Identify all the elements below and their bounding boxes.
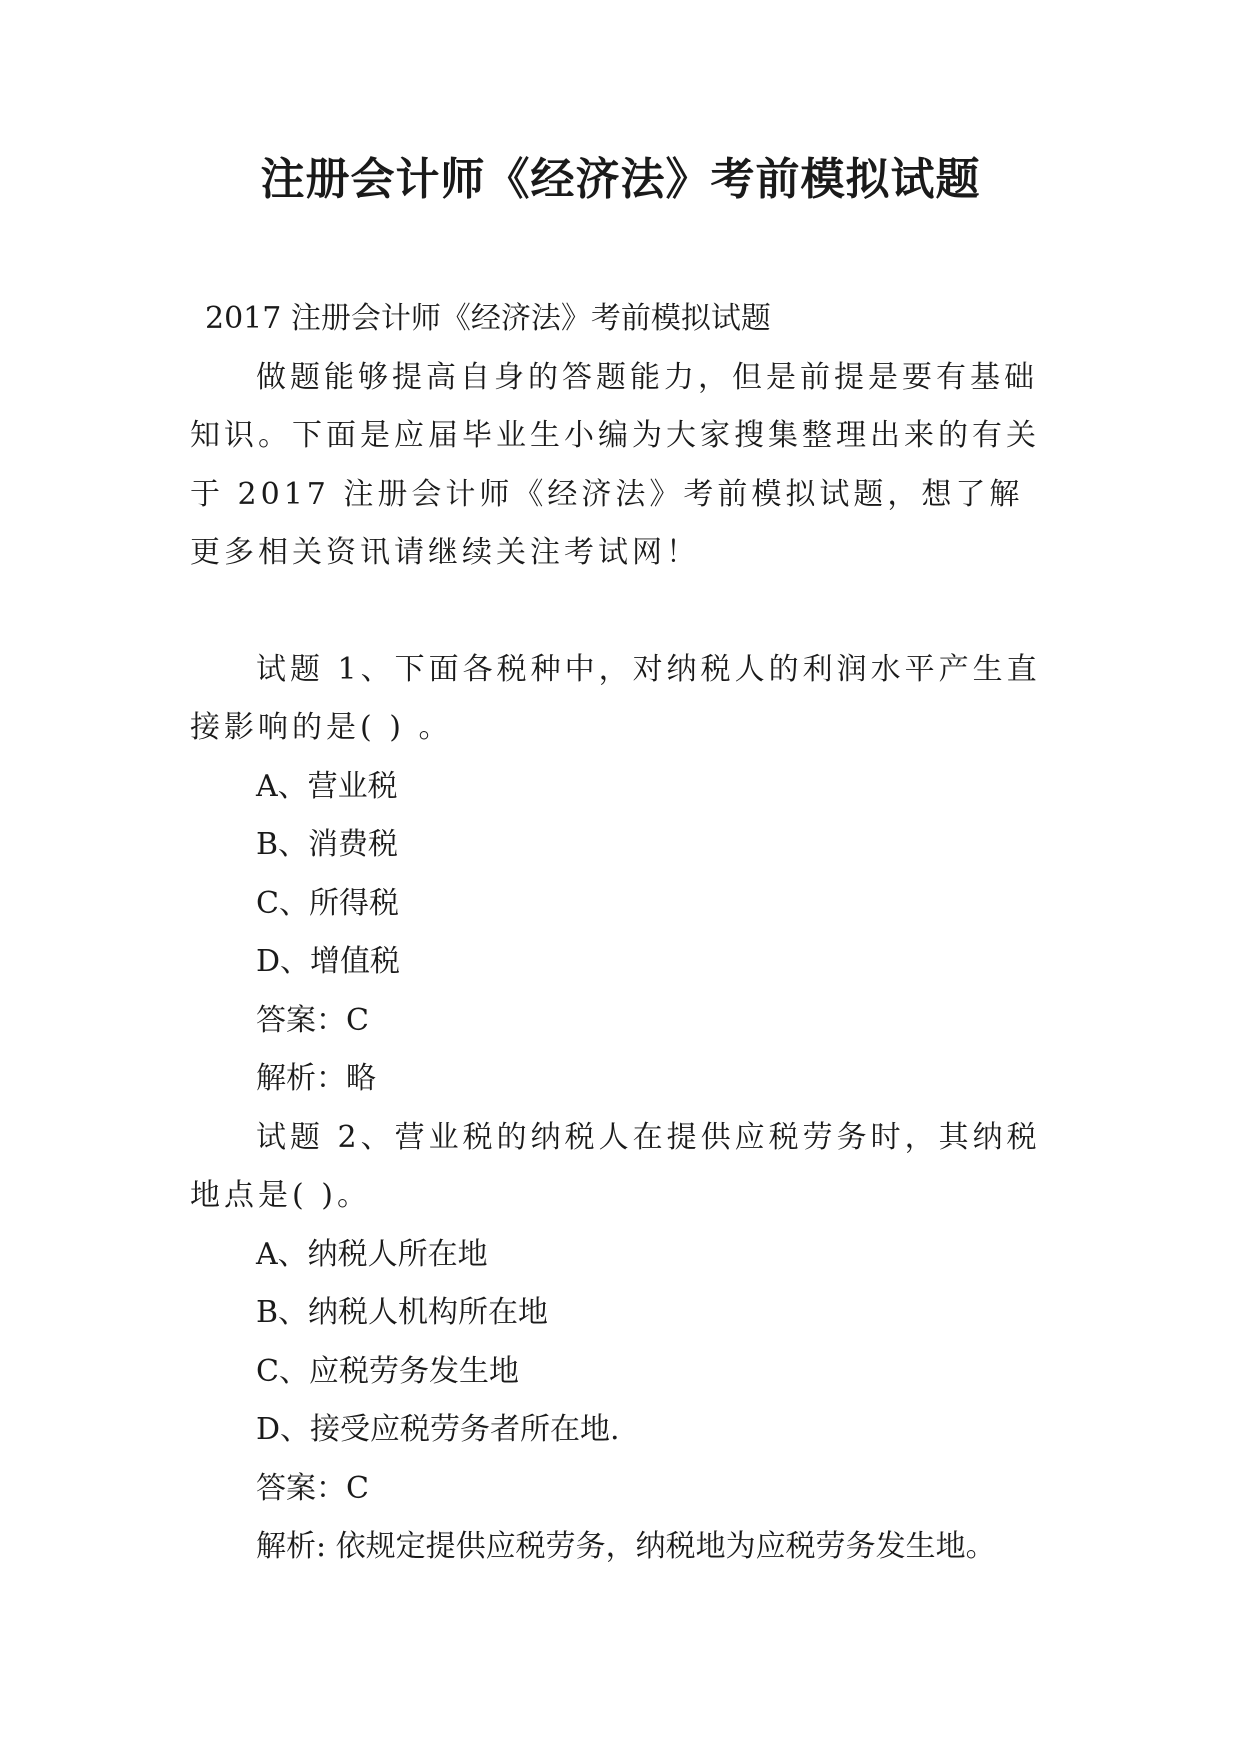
analysis: 解析：略 [256,1061,376,1096]
option-c: C、应税劳务发生地 [256,1353,519,1389]
question-stem: 试题 2、营业税的纳税人在提供应税劳务时，其纳税地点是( )。 [190,1119,1041,1213]
question-1 [190,641,1050,1109]
option-a: A、营业税 [256,768,398,804]
paragraph-spacer [190,583,1050,641]
answer: 答案：C [256,1470,369,1506]
subtitle: 2017 注册会计师《经济法》考前模拟试题 [205,301,771,336]
option-b: B、消费税 [256,827,399,862]
option-c: C、所得税 [256,885,399,921]
option-d: D、增值税 [256,944,401,979]
question-stem: 试题 1、下面各税种中，对纳税人的利润水平产生直接影响的是( ) 。 [190,651,1041,745]
analysis: 解析: 依规定提供应税劳务，纳税地为应税劳务发生地。 [256,1529,996,1564]
option-d: D、接受应税劳务者所在地. [256,1412,620,1447]
document-body [190,290,1050,1577]
intro-paragraph: 做题能够提高自身的答题能力，但是前提是要有基础知识。下面是应届毕业生小编为大家搜集整理出来的有关于 2017 注册会计师《经济法》考前模拟试题，想了解更多相关资讯请继续关注考试网！ [190,359,1040,570]
answer: 答案：C [256,1002,369,1038]
option-a: A、纳税人所在地 [256,1236,488,1272]
question-2 [190,1109,1050,1577]
document-title: 注册会计师《经济法》考前模拟试题 [260,154,981,205]
option-b: B、纳税人机构所在地 [256,1295,549,1330]
